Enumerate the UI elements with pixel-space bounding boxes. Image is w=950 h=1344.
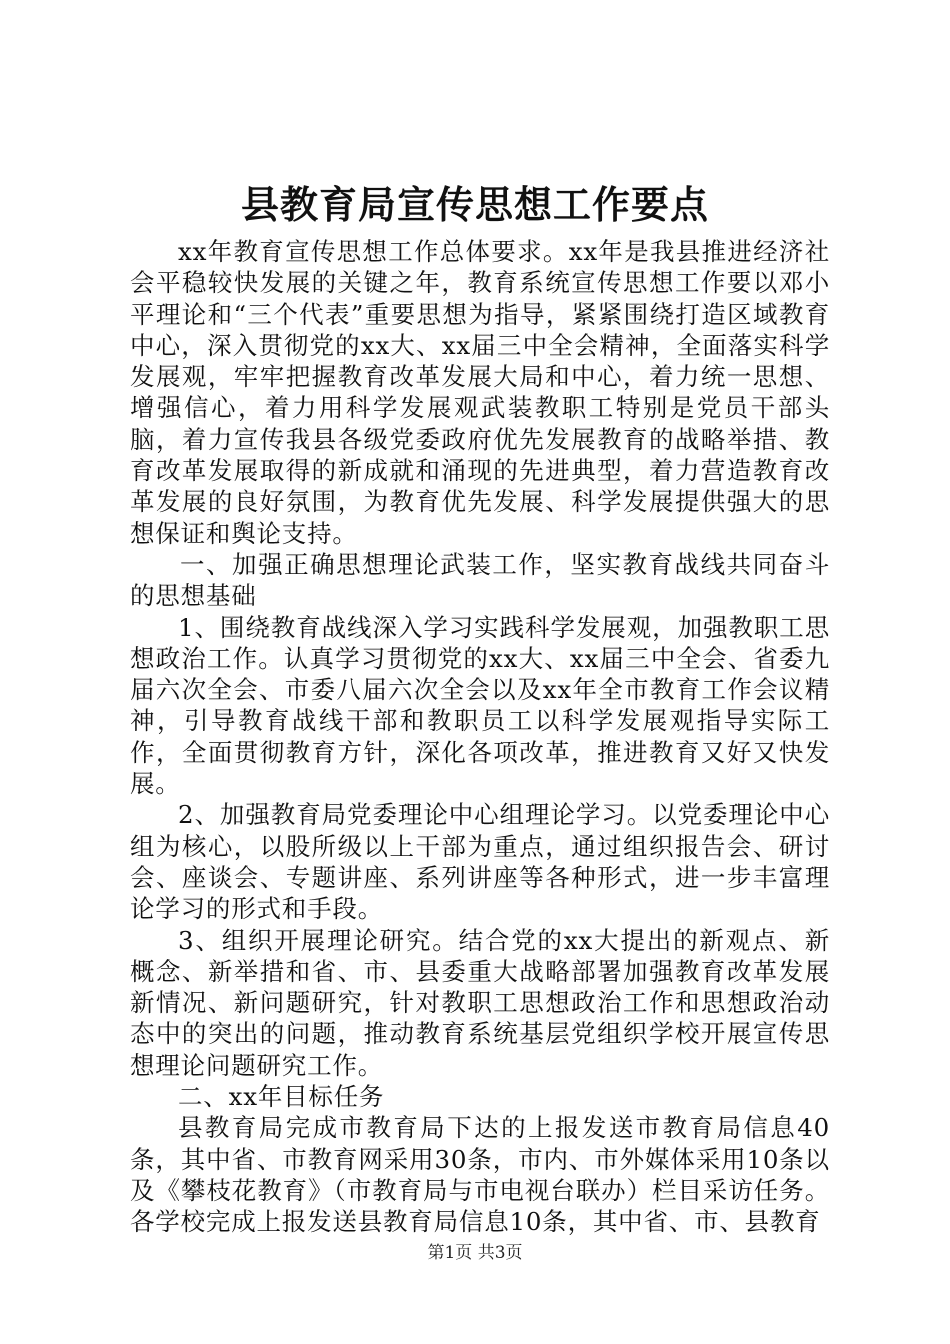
paragraph-item-3: 3、组织开展理论研究。结合党的xx大提出的新观点、新概念、新举措和省、市、县委重大战略部署加强教育改革发展新情况、新问题研究，针对教职工思想政治工作和思想政治动态中的突出的问题，推动教育系统基层党组织学校开展宣传思想理论问题研究工作。 <box>130 925 830 1080</box>
paragraph-item-1: 1、围绕教育战线深入学习实践科学发展观，加强教职工思想政治工作。认真学习贯彻党的xx大、xx届三中全会、省委九届六次全会、市委八届六次全会以及xx年全市教育工作会议精神，引导教育战线干部和教职员工以科学发展观指导实际工作，全面贯彻教育方针，深化各项改革，推进教育又好又快发展。 <box>130 612 830 799</box>
paragraph-targets: 县教育局完成市教育局下达的上报发送市教育局信息40条，其中省、市教育网采用30条，市内、市外媒体采用10条以及《攀枝花教育》（市教育局与市电视台联办）栏目采访任务。各学校完成上报发送县教育局信息10条，其中省、市、县教育 <box>130 1113 830 1237</box>
paragraph-item-2: 2、加强教育局党委理论中心组理论学习。以党委理论中心组为核心，以股所级以上干部为重点，通过组织报告会、研讨会、座谈会、专题讲座、系列讲座等各种形式，进一步丰富理论学习的形式和手段。 <box>130 800 830 924</box>
page-footer: 第1页 共3页 <box>427 1243 523 1263</box>
document-title: 县教育局宣传思想工作要点 <box>240 182 709 227</box>
document-body <box>130 236 830 1238</box>
section-heading-1: 一、加强正确思想理论武装工作，坚实教育战线共同奋斗的思想基础 <box>130 549 830 611</box>
paragraph-overview: xx年教育宣传思想工作总体要求。xx年是我县推进经济社会平稳较快发展的关键之年，教育系统宣传思想工作要以邓小平理论和“三个代表”重要思想为指导，紧紧围绕打造区域教育中心，深入贯彻党的xx大、xx届三中全会精神，全面落实科学发展观，牢牢把握教育改革发展大局和中心，着力统一思想、增强信心，着力用科学发展观武装教职工特别是党员干部头脑，着力宣传我县各级党委政府优先发展教育的战略举措、教育改革发展取得的新成就和涌现的先进典型，着力营造教育改革发展的良好氛围，为教育优先发展、科学发展提供强大的思想保证和舆论支持。 <box>130 237 830 548</box>
section-heading-2: 二、xx年目标任务 <box>178 1082 385 1112</box>
